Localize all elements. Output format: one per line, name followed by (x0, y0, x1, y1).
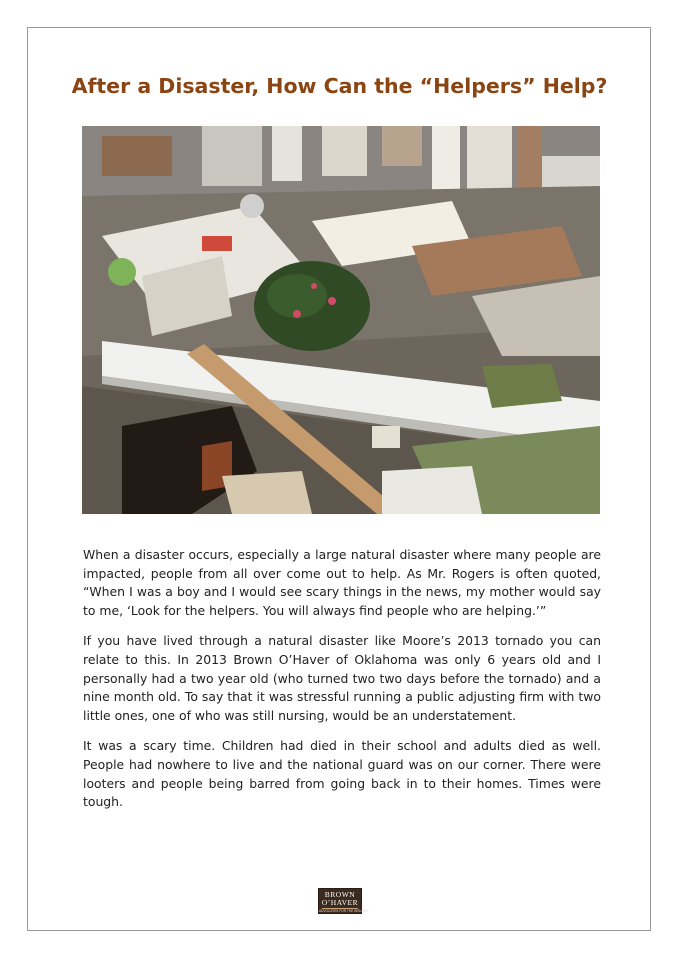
logo-line-1: BROWN (324, 890, 356, 899)
paragraph-1: When a disaster occurs, especially a large natural disaster where many people are impacted, people from all over come out to help. As Mr. Rogers is often quoted, “When I was a boy and I would see scary things in the news, my mother would say to me, ‘Look for the helpers. You will always find people who are helping.’” (83, 547, 601, 618)
page-title: After a Disaster, How Can the “Helpers” Help? (71, 74, 608, 98)
logo-tagline: ADVOCATES FOR THE INSURED (319, 909, 369, 913)
paragraph-3: It was a scary time. Children had died in their school and adults died as well. People had nowhere to live and the national guard was on our corner. There were looters and people being barred from going back in to their homes. Times were tough. (83, 738, 601, 810)
brown-ohaver-logo (318, 888, 369, 914)
tornado-debris-photo (82, 126, 600, 514)
logo-line-2: O’HAVER (321, 898, 359, 907)
paragraph-2: If you have lived through a natural disaster like Moore’s 2013 tornado you can relate to this. In 2013 Brown O’Haver of Oklahoma was only 6 years old and I personally had a two year old (who turned two two days before the tornado) and a nine month old. To say that it was stressful running a public adjusting firm with two little ones, one of who was still nursing, would be an understatement. (83, 633, 601, 723)
article-body (83, 546, 601, 824)
